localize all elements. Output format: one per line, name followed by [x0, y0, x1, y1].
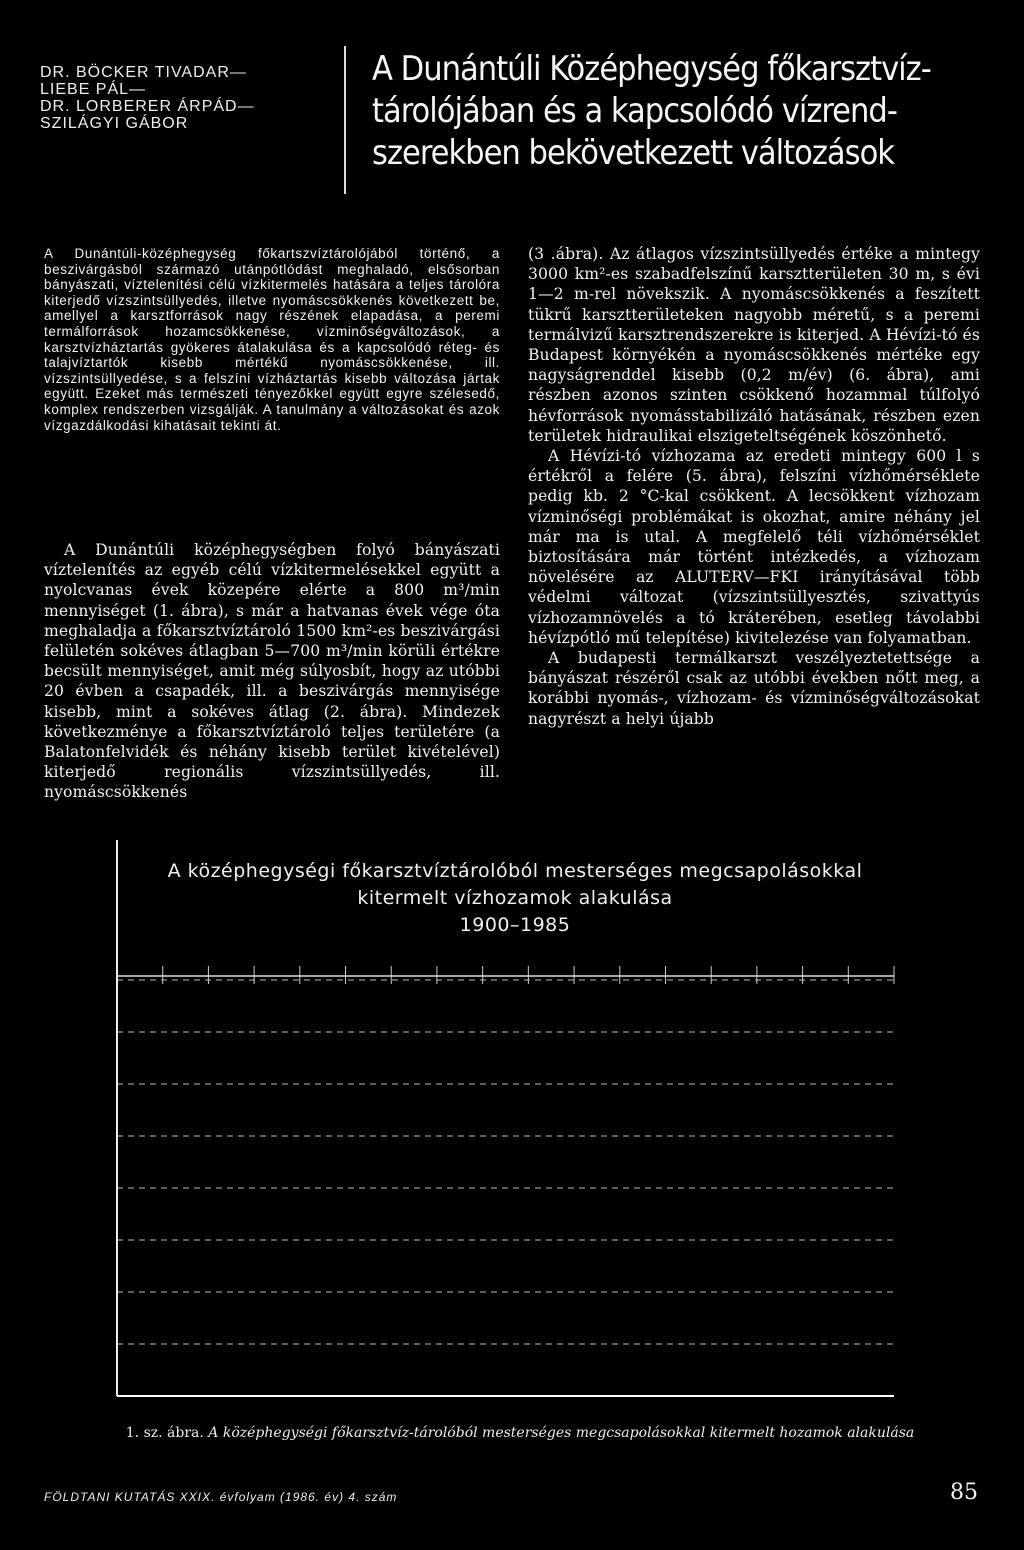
title-line: szerekben bekövetkezett változások [372, 133, 894, 173]
author-name: SZILÁGYI GÁBOR [40, 115, 189, 132]
page-number: 85 [950, 1480, 978, 1505]
figure-caption [80, 1424, 960, 1442]
paragraph: A Dunántúli középhegységben folyó bányászati víztelenítés az egyéb célú vízkitermelésekkel együtt a nyolcvanas évek közepére elérte a 800 m³/min mennyiséget (1. ábra), s már a hatvanas évek vége óta meghaladja a főkarsztvíztároló 1500 km²-es beszivárgási felületén sokéves átlagban 5—700 m³/min körüli értékre becsült mennyiséget, amit még súlyosbít, hogy az utóbbi 20 évben a csapadék, ill. a beszivárgás mennyisége kisebb, mint a sokéves átlag (2. ábra). Mindezek következménye a főkarsztvíztároló teljes területére (a Balatonfelvidék és néhány kisebb terület kivételével) kiterjedő regionális vízszintsüllyedés, ill. nyomáscsökkenés [44, 541, 500, 802]
title-line: A Dunántúli Középhegység főkarsztvíz- [372, 49, 931, 89]
author-name: LIEBE PÁL— [40, 81, 147, 98]
title-line: tárolójában és a kapcsolódó vízrend- [372, 91, 897, 131]
author-name: DR. BÖCKER TIVADAR— [40, 64, 247, 81]
paragraph: A Hévízi-tó vízhozama az eredeti mintegy 600 l s értékről a felére (5. ábra), felszíni vízhőmérséklete pedig kb. 2 °C-kal csökkent. A lecsökkent vízhozam vízminőségi problémákat is okozhat, amire néhány jel már ma is utal. A megfelelő téli vízhőmérséklet biztosítására már történt intézkedés, a vízhozam növelésére az ALUTERV—FKI irányításával több védelmi változat (vízszintsüllyesztés, szivattyús vízhozamnövelés a tó kráterében, esetleg távolabbi hévízpótló mű telepítése) kivitelezése van folyamatban. [528, 447, 980, 647]
figure-title-line: 1900–1985 [459, 914, 571, 936]
caption-text: A középhegységi főkarsztvíz-tárolóból mesterséges megcsapolásokkal kitermelt hozamok alakulása [208, 1425, 915, 1441]
paragraph: (3 .ábra). Az átlagos vízszintsüllyedés értéke a mintegy 3000 km²-es szabadfelszínű karsztterületen 30 m, s évi 1—2 m-rel növekszik. A nyomáscsökkenés a feszített tükrű karsztterületeken nagyobb méretű, s a peremi termálvizű karsztrendszerekre is kiterjed. A Hévízi-tó és Budapest környékén a nyomáscsökkenés mértéke egy nagyságrenddel kisebb (0,2 m/év) (6. ábra), ami részben azonos szinten csökkenő hozammal túlfolyó hévforrások nyomásstabilizáló hatásának, részben ezen területek hidraulikai elszigeteltségének köszönhető. [528, 245, 980, 445]
figure-title-line: kitermelt vízhozamok alakulása [357, 887, 673, 909]
journal-footer: FÖLDTANI KUTATÁS XXIX. évfolyam (1986. év) 4. szám [44, 1490, 398, 1504]
figure-title-line: A középhegységi főkarsztvíztárolóból mesterséges megcsapolásokkal [167, 860, 863, 882]
caption-number: 1. sz. ábra. [125, 1425, 204, 1441]
abstract: A Dunántúli-középhegység főkartszvíztárolójából történő, a beszivárgásból származó utánpótlódást meghaladó, elsősorban bányászati, víztelenítési célú vízkitermelés hatására a teljes tárolóra kiterjedő vízszintsüllyedés, illetve nyomáscsökkenés következett be, amellyel a karsztforrások nagy részének elapadása, a peremi termálforrások hozamcsökkenése, vízminőségváltozások, a karsztvízháztartás gyökeres átalakulása és a kapcsolódó réteg- és talajvíztartók kisebb mértékű nyomáscsökkenése, ill. vízszintsüllyedése, s a felszíni vízháztartás kisebb változása jártak együtt. Ezeket más természeti tényezőkkel együtt egyre szélesedő, komplex rendszerben vizsgálják. A tanulmány a változásokat és azok vízgazdálkodási kihatásait tekinti át. [44, 246, 500, 433]
author-name: DR. LORBERER ÁRPÁD— [40, 98, 255, 115]
paragraph: A budapesti termálkarszt veszélyeztetettsége a bányászat részéről csak az utóbbi években nőtt meg, a korábbi nyomás-, vízhozam- és vízminőségváltozásokat nagyrészt a helyi újabb [528, 649, 980, 728]
